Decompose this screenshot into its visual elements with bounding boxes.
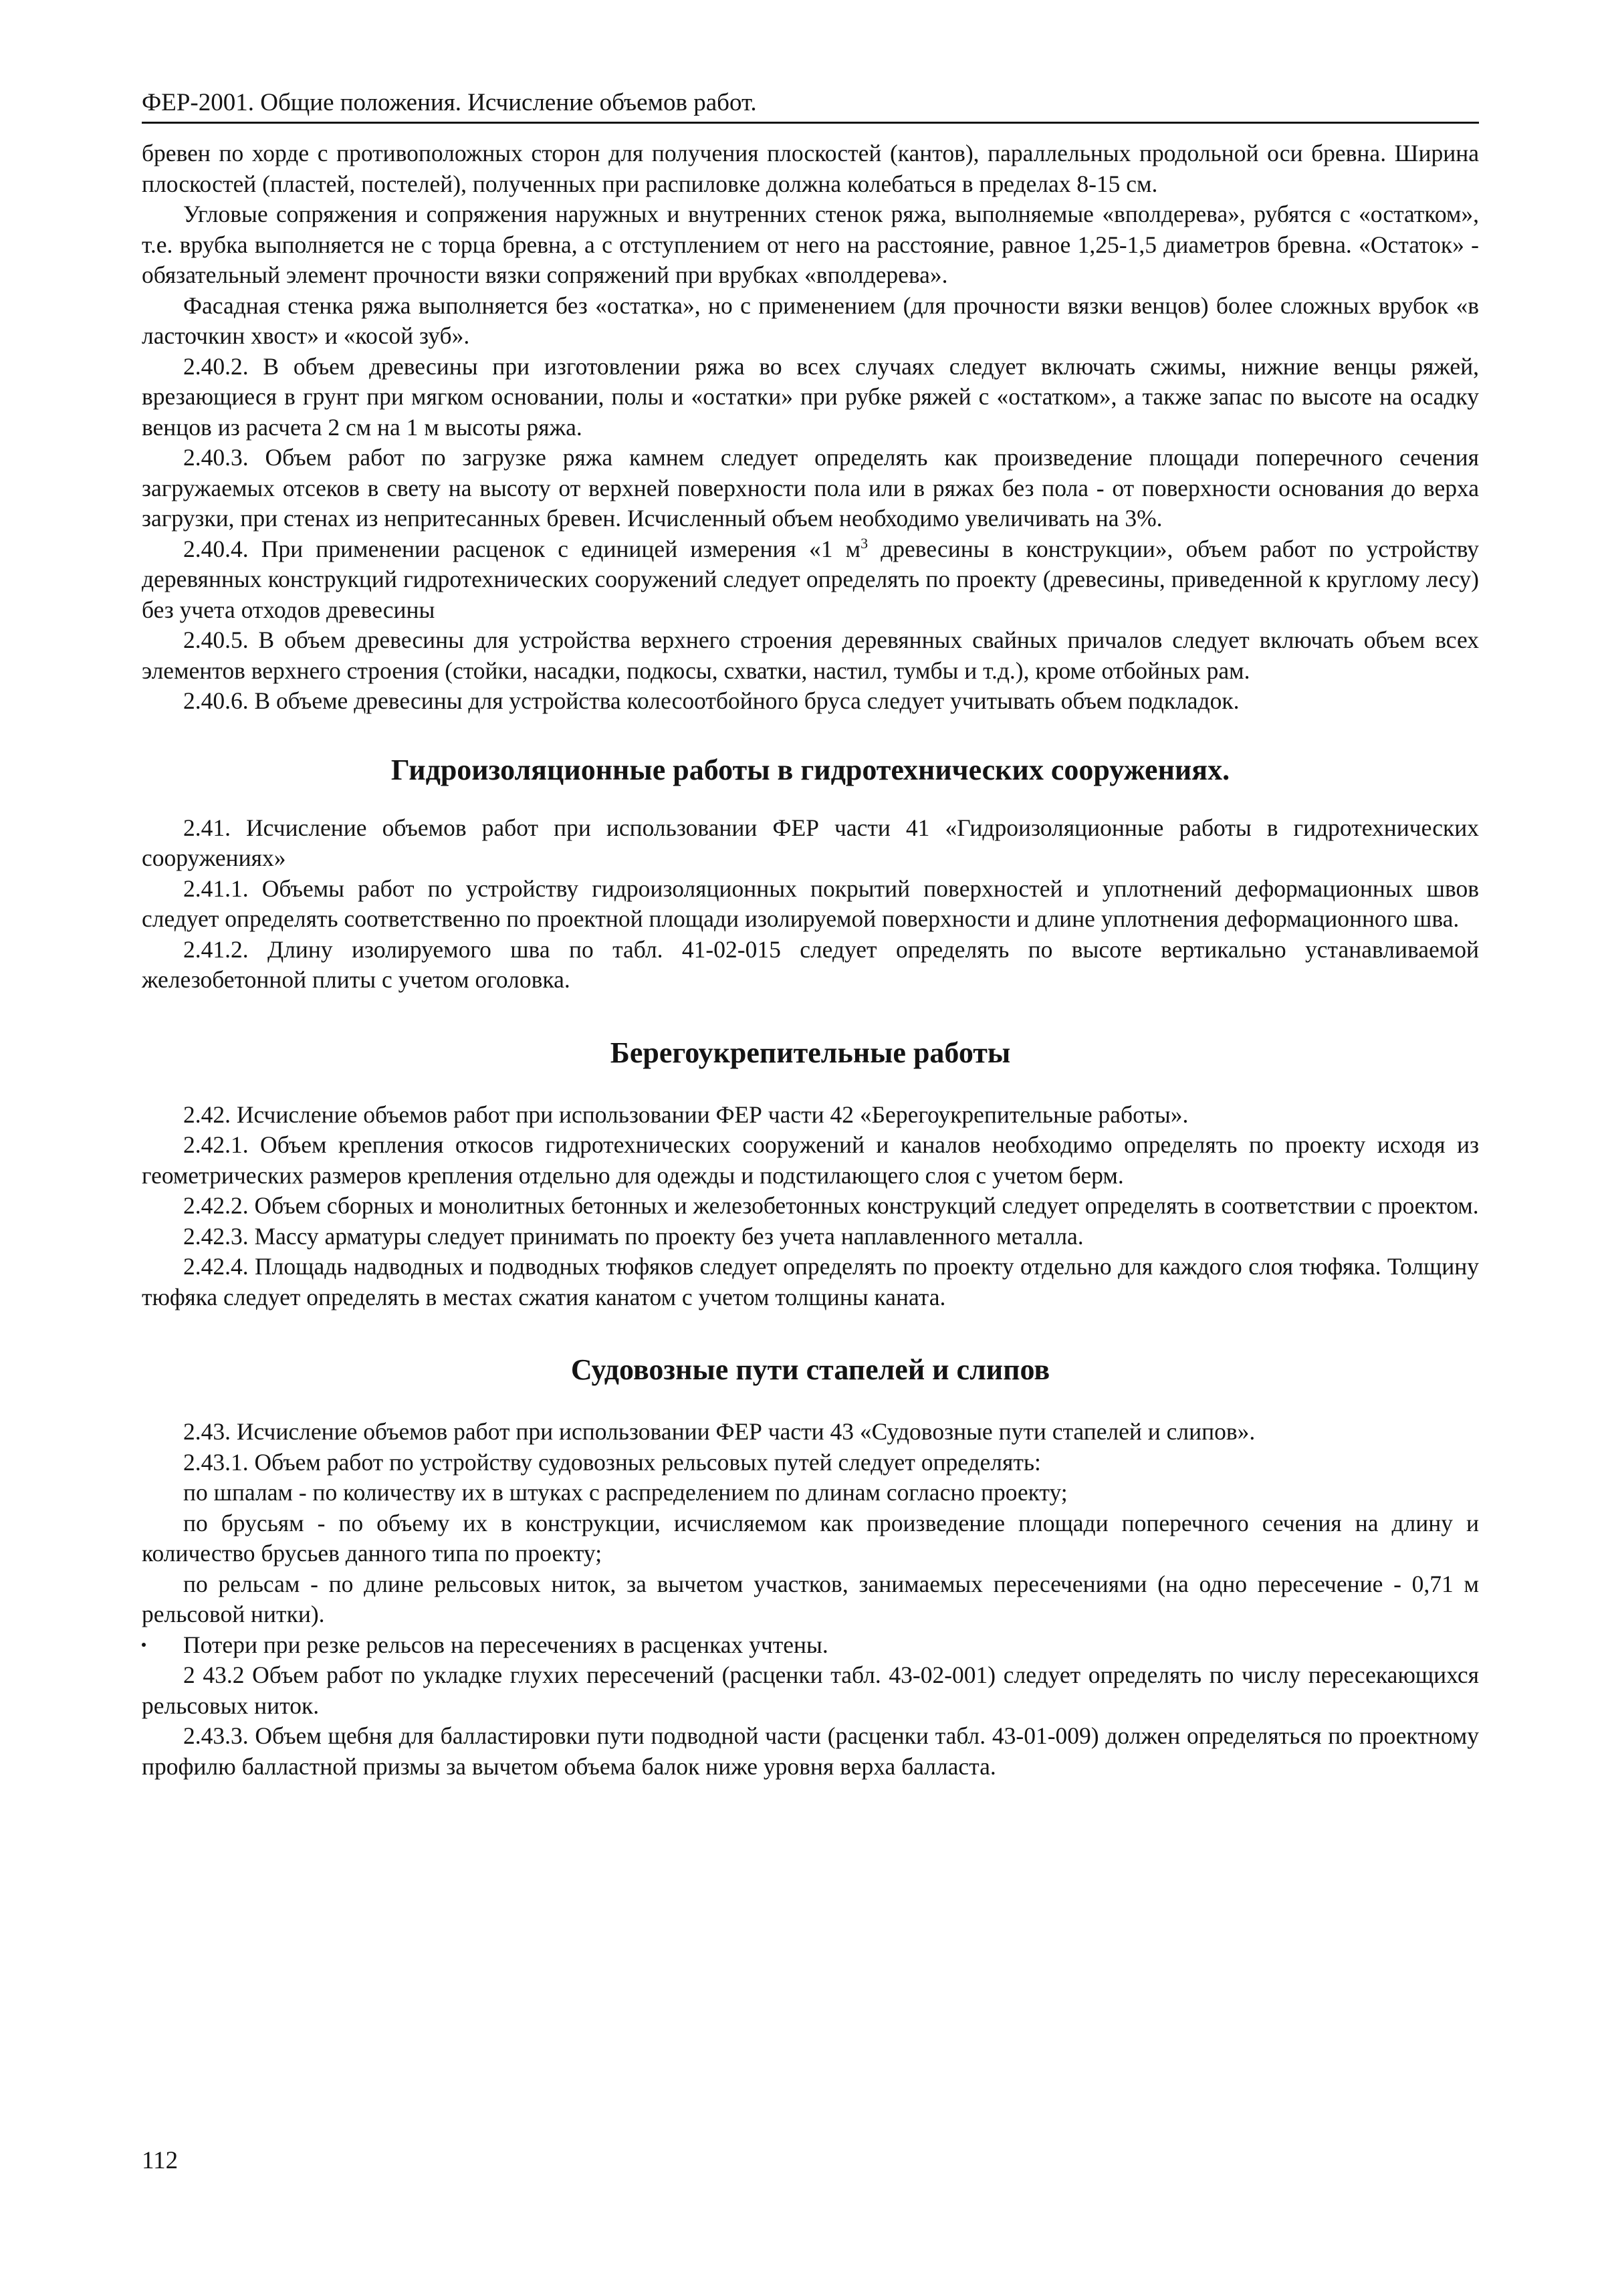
paragraph-2-42: 2.42. Исчисление объемов работ при использовании ФЕР части 42 «Берегоукрепительные работы». (183, 1101, 1189, 1128)
paragraph-2-42-3: 2.42.3. Массу арматуры следует принимать по проекту без учета наплавленного металла. (183, 1222, 1084, 1250)
paragraph-2-42-2: 2.42.2. Объем сборных и монолитных бетонных и железобетонных конструкций следует определять в соответствии с проектом. (183, 1192, 1479, 1219)
paragraph-2-42-1: 2.42.1. Объем крепления откосов гидротехнических сооружений и каналов необходимо определять по проекту исходя из геометрических размеров крепления отдельно для одежды и подстилающего слоя с учетом берм. (142, 1131, 1479, 1189)
section-heading-shipways: Судовозные пути стапелей и слипов (570, 1353, 1050, 1386)
paragraph-2-43-3: 2.43.3. Объем щебня для балластировки пути подводной части (расценки табл. 43-01-009) должен определяться по проектному профилю балластной призмы за вычетом объема балок ниже уровня верха балласта. (142, 1722, 1479, 1780)
paragraph-bullet (142, 1630, 1479, 1661)
paragraph-2-43: 2.43. Исчисление объемов работ при использовании ФЕР части 43 «Судовозные пути стапелей и слипов». (183, 1418, 1256, 1445)
p2404-text-b: древесины в конструкции», объем работ по устройству деревянных конструкций гидротехнических сооружений следует определять по проекту (древесины, приведенной к круглому лесу) без учета отходов древесины (142, 535, 1479, 623)
paragraph: бревен по хорде с противоположных сторон для получения плоскостей (кантов), параллельных продольной оси бревна. Ширина плоскостей (пластей, постелей), полученных при распиловке должна колебаться в пределах 8-15 см. (142, 140, 1479, 197)
paragraph-rails: по рельсам - по длине рельсовых ниток, за вычетом участков, занимаемых пересечениями (на одно пересечение - 0,71 м рельсовой нитки). (142, 1570, 1479, 1627)
paragraph-2-41-1: 2.41.1. Объемы работ по устройству гидроизоляционных покрытий поверхностей и уплотнений деформационных швов следует определять соответственно по проектной площади изолируемой поверхности и длине уплотнения деформационного шва. (142, 875, 1479, 932)
paragraph-2-42-4: 2.42.4. Площадь надводных и подводных тюфяков следует определять по проекту отдельно для каждого слоя тюфяка. Толщину тюфяка следует определять в местах сжатия канатом с учетом толщины каната. (142, 1253, 1479, 1310)
paragraph-2-40-6: 2.40.6. В объеме древесины для устройства колесоотбойного бруса следует учитывать объем подкладок. (183, 687, 1240, 714)
section-heading-hydroisolation: Гидроизоляционные работы в гидротехнических сооружениях. (390, 753, 1230, 786)
paragraph: Угловые сопряжения и сопряжения наружных и внутренних стенок ряжа, выполняемые «вполдерева», рубятся с «остатком», т.е. врубка выполняется не с торца бревна, а с отступлением от него на расстояние, равное 1,25-1,5 диаметров бревна. «Остаток» - обязательный элемент прочности вязки сопряжений при врубках «вполдерева». (142, 201, 1479, 288)
p2404-text-a: 2.40.4. При применении расценок с единицей измерения «1 м (183, 535, 861, 562)
bullet-dot-icon (142, 1643, 146, 1647)
paragraph-2-40-4 (142, 534, 1479, 626)
paragraph: Фасадная стенка ряжа выполняется без «остатка», но с применением (для прочности вязки венцов) более сложных врубок «в ласточкин хвост» и «косой зуб». (142, 292, 1479, 349)
paragraph-2-40-3: 2.40.3. Объем работ по загрузке ряжа камнем следует определять как произведение площади поперечного сечения загружаемых отсеков в свету на высоту от верхней поверхности пола или в ряжах без пола - от поверхности основания до верха загрузки, при стенах из непритесанных бревен. Исчисленный объем необходимо увеличивать на 3%. (142, 444, 1479, 532)
paragraph-sleepers: по шпалам - по количеству их в штуках с распределением по длинам согласно проекту; (183, 1479, 1068, 1506)
page-header: ФЕР-2001. Общие положения. Исчисление объемов работ. (142, 87, 1479, 124)
paragraph-beams: по брусьям - по объему их в конструкции, исчисляемом как произведение площади поперечного сечения на длину и количество брусьев данного типа по проекту; (142, 1509, 1479, 1567)
paragraph-2-40-5: 2.40.5. В объем древесины для устройства верхнего строения деревянных свайных причалов следует включать объем всех элементов верхнего строения (стойки, насадки, подкосы, схватки, настил, тумбы и т.д.), кроме отбойных рам. (142, 626, 1479, 684)
document-page (142, 87, 1479, 1782)
paragraph-2-43-2: 2 43.2 Объем работ по укладке глухих пересечений (расценки табл. 43-02-001) следует определять по числу пересекающихся рельсовых ниток. (142, 1661, 1479, 1719)
paragraph-2-40-2: 2.40.2. В объем древесины при изготовлении ряжа во всех случаях следует включать сжимы, нижние венцы ряжей, врезающиеся в грунт при мягком основании, полы и «остатки» при рубке ряжей с «остатком», а также запас по высоте на осадку венцов из расчета 2 см на 1 м высоты ряжа. (142, 352, 1479, 441)
paragraph-2-41: 2.41. Исчисление объемов работ при использовании ФЕР части 41 «Гидроизоляционные работы в гидротехнических сооружениях» (142, 814, 1479, 871)
section-heading-shore-protection: Берегоукрепительные работы (610, 1036, 1011, 1069)
superscript-3: 3 (861, 534, 869, 552)
paragraph-2-43-1: 2.43.1. Объем работ по устройству судовозных рельсовых путей следует определять: (183, 1448, 1041, 1476)
page-number: 112 (142, 2147, 179, 2174)
paragraph-2-41-2: 2.41.2. Длину изолируемого шва по табл. 41-02-015 следует определять по высоте вертикально устанавливаемой железобетонной плиты с учетом оголовка. (142, 935, 1479, 993)
bullet-text: Потери при резке рельсов на пересечениях в расценках учтены. (183, 1631, 828, 1658)
